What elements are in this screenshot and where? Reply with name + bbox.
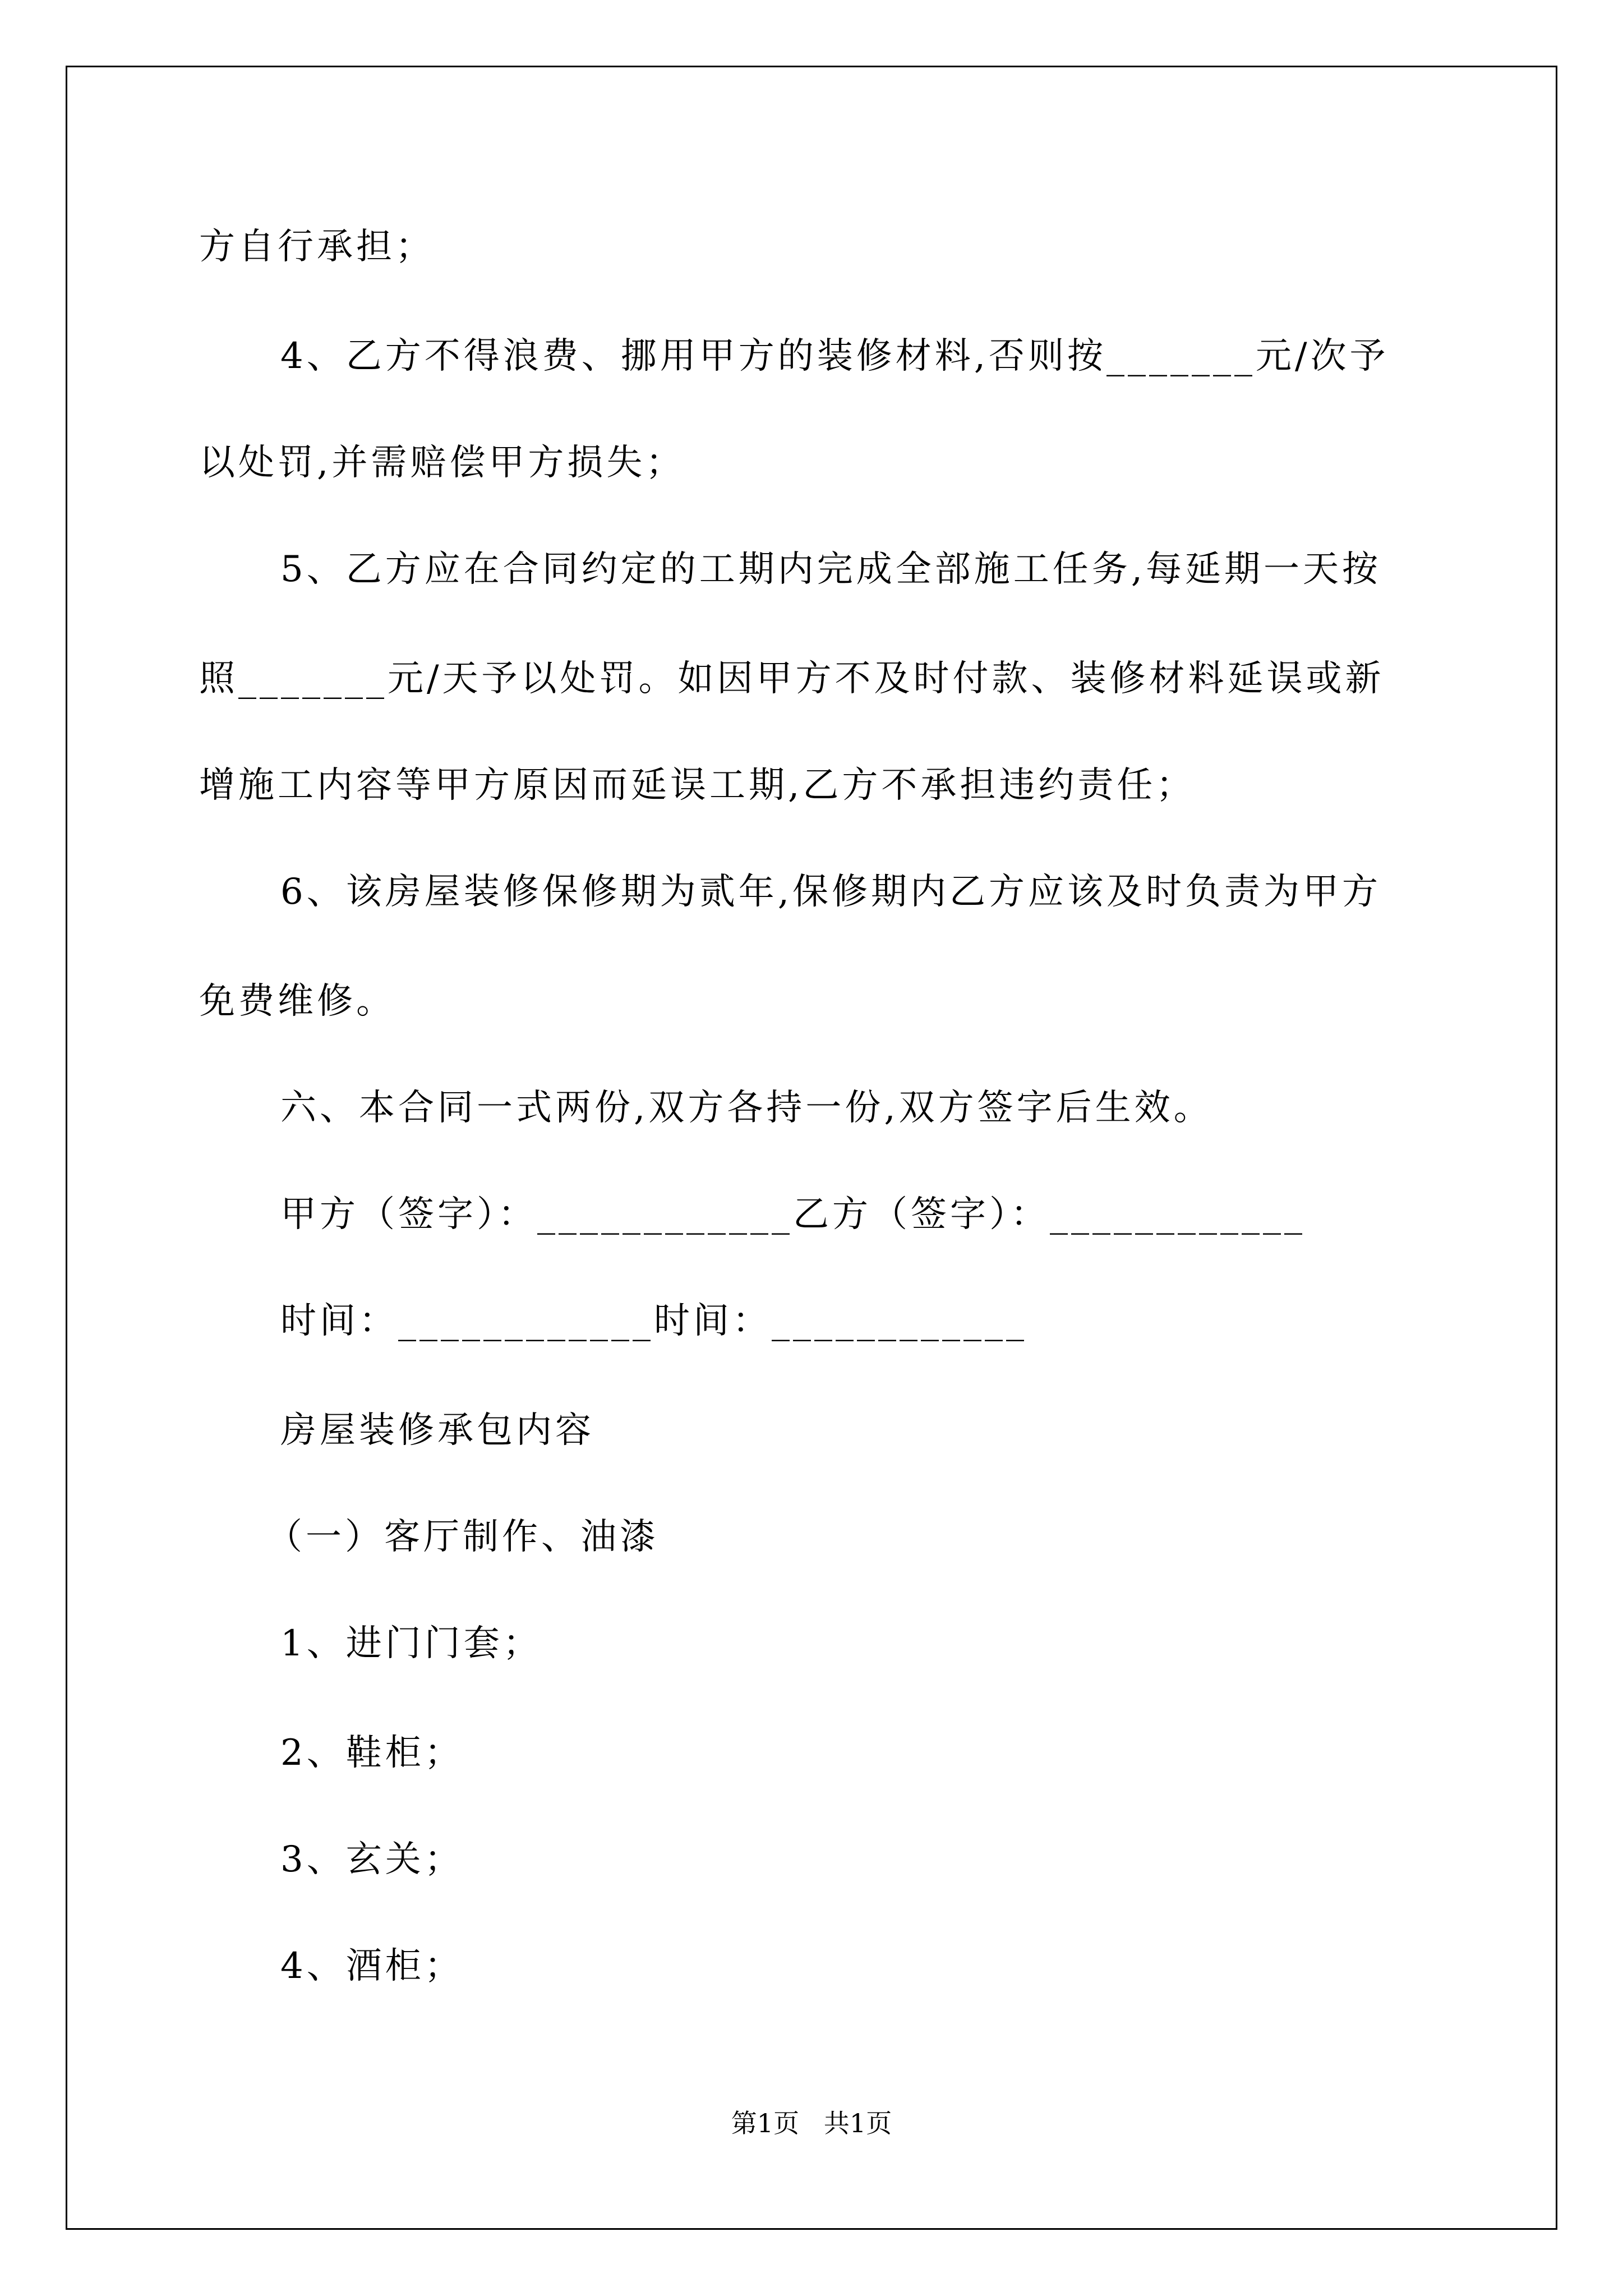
list-item: 1、进门门套；: [280, 1623, 542, 1664]
clause-4-line-1: 4、乙方不得浪费、挪用甲方的装修材料,否则按_______元/次予: [280, 335, 1389, 377]
paragraph-line: 方自行承担；: [199, 226, 435, 268]
list-item: 4、酒柜；: [280, 1945, 464, 1987]
time-row: 时间：____________时间：____________: [280, 1300, 1027, 1342]
clause-6-line-2: 免费维修。: [199, 981, 395, 1022]
page-border: [66, 66, 1557, 2230]
subsection-title: （一）客厅制作、油漆: [266, 1516, 659, 1558]
clause-4-line-2: 以处罚,并需赔偿甲方损失；: [199, 442, 685, 484]
signature-row: 甲方（签字）：____________乙方（签字）：____________: [280, 1194, 1306, 1235]
article-6-line: 六、本合同一式两份,双方各持一份,双方签字后生效。: [280, 1087, 1213, 1129]
clause-5-line-2: 照_______元/天予以处罚。如因甲方不及时付款、装修材料延误或新: [199, 658, 1385, 700]
list-item: 3、玄关；: [280, 1839, 464, 1880]
clause-6-line-1: 6、该房屋装修保修期为贰年,保修期内乙方应该及时负责为甲方: [280, 871, 1382, 913]
page-footer: 第1页 共1页: [731, 2108, 892, 2138]
list-item: 2、鞋柜；: [280, 1732, 464, 1774]
clause-5-line-1: 5、乙方应在合同约定的工期内完成全部施工任务,每延期一天按: [280, 549, 1382, 590]
clause-5-line-3: 增施工内容等甲方原因而延误工期,乙方不承担违约责任；: [199, 765, 1196, 806]
section-title: 房屋装修承包内容: [280, 1410, 594, 1451]
